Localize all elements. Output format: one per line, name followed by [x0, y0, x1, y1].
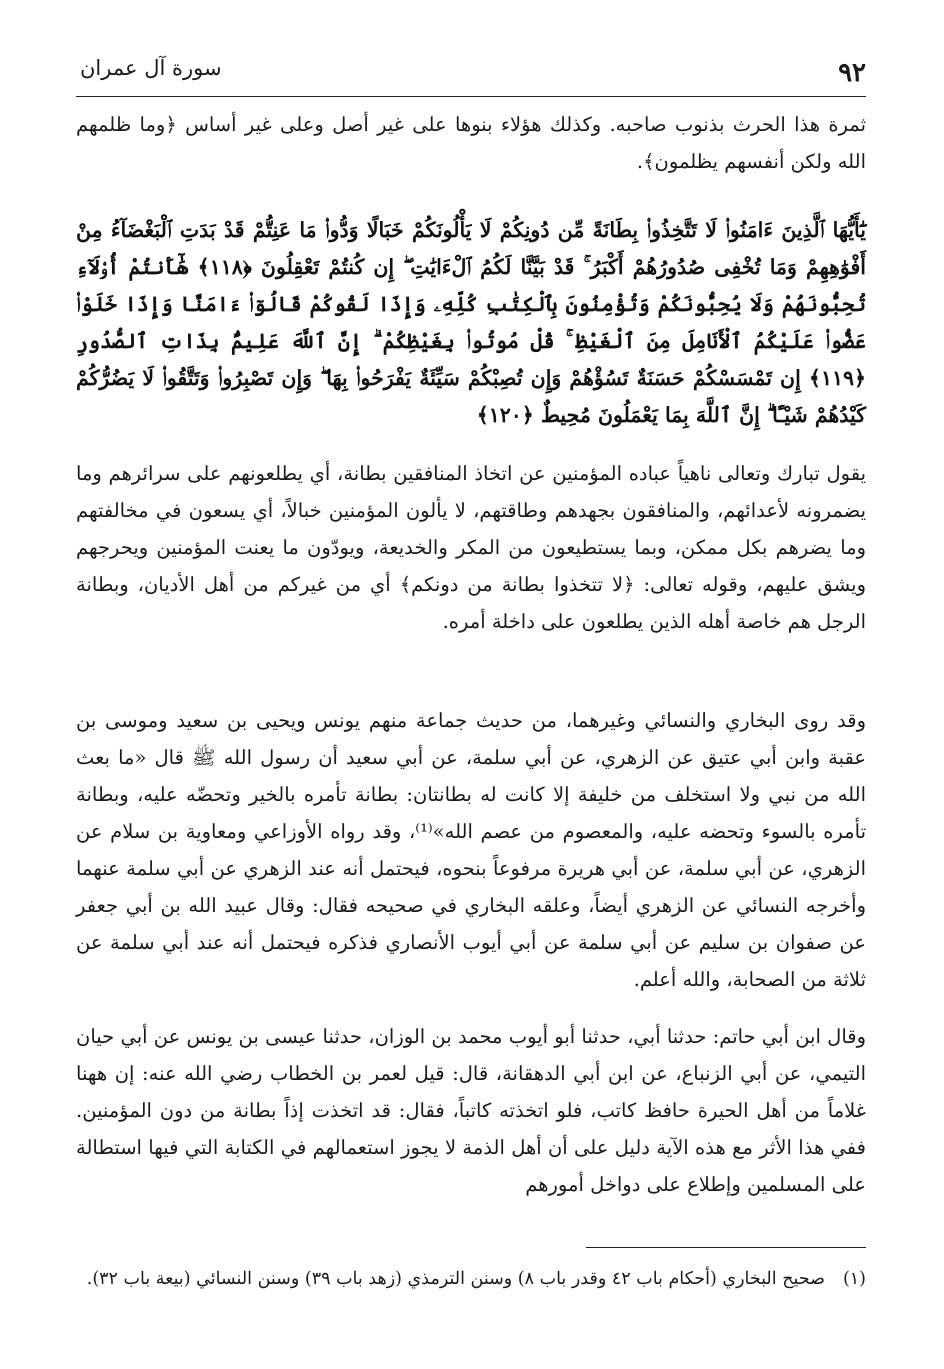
running-title: سورة آل عمران — [80, 56, 222, 80]
paragraph-1: ثمرة هذا الحرث بذنوب صاحبه. وكذلك هؤلاء بنوها على غير أصل وعلى غير أساس ﴿وما ظلمهم الله ولكن أنفسهم يظلمون﴾. — [76, 113, 866, 173]
page-number: ٩٢ — [838, 58, 866, 88]
paragraph-4: وقال ابن أبي حاتم: حدثنا أبي، حدثنا أبو أيوب محمد بن الوزان، حدثنا عيسى بن يونس عن أبي حيان التيمي، عن أبي الزنباع، عن ابن أبي الدهقانة، قال: قيل لعمر بن الخطاب رضي الله عنه: إن ههنا غلاماً من أهل الحيرة حافظ كاتب، فلو اتخذته كاتباً، فقال: قد اتخذت إذاً بطانة من دون المؤمنين. ففي هذا الأثر مع هذه الآية دليل على أن أهل الذمة لا يجوز استعمالهم في الكتابة التي فيها استطالة على المسلمين وإطلاع على دواخل أمورهم — [76, 1025, 866, 1196]
footnote-divider — [586, 1247, 866, 1248]
paragraph-2: يقول تبارك وتعالى ناهياً عباده المؤمنين عن اتخاذ المنافقين بطانة، أي يطلعونهم على سرائرهم وما يضمرونه لأعدائهم، والمنافقون بجهدهم وطاقتهم، لا يألون المؤمنين خبالاً، أي يسعون في مخالفتهم وما يضرهم بكل ممكن، وبما يستطيعون من المكر والخديعة، ويودّون ما يعنت المؤمنين ويحرجهم ويشق عليهم، وقوله تعالى: ﴿لا تتخذوا بطانة من دونكم﴾ أي من غيركم من أهل الأديان، وبطانة الرجل هم خاصة أهله الذين يطلعون على داخلة أمره. — [76, 462, 866, 633]
page-header — [76, 50, 866, 97]
quran-verse-block: يَٰٓأَيُّهَا ٱلَّذِينَ ءَامَنُوا۟ لَا تَتَّخِذُوا۟ بِطَانَةً مِّن دُونِكُمْ لَا يَأْلُونَكُمْ خَبَالًا وَدُّوا۟ مَا عَنِتُّمْ قَدْ بَدَتِ ٱلْبَغْضَآءُ مِنْ أَفْوَٰهِهِمْ وَمَا تُخْفِى صُدُورُهُمْ أَكْبَرُ ۚ قَدْ بَيَّنَّا لَكُمُ ٱلْءَايَٰتِ ۖ إِن كُنتُمْ تَعْقِلُونَ ﴿١١٨﴾ هَٰٓأَنتُمْ أُو۟لَآءِ تُحِبُّونَهُمْ وَلَا يُحِبُّونَكُمْ وَتُؤْمِنُونَ بِٱلْكِتَٰبِ كُلِّهِۦ وَإِذَا لَقُوكُمْ قَالُوٓا۟ ءَامَنَّا وَإِذَا خَلَوْا۟ عَضُّوا۟ عَلَيْكُمُ ٱلْأَنَامِلَ مِنَ ٱلْغَيْظِ ۚ قُلْ مُوتُوا۟ بِغَيْظِكُمْ ۗ إِنَّ ٱللَّهَ عَلِيمٌۢ بِذَاتِ ٱلصُّدُورِ ﴿١١٩﴾ إِن تَمْسَسْكُمْ حَسَنَةٌ تَسُؤْهُمْ وَإِن تُصِبْكُمْ سَيِّئَةٌ يَفْرَحُوا۟ بِهَا ۖ وَإِن تَصْبِرُوا۟ وَتَتَّقُوا۟ لَا يَضُرُّكُمْ كَيْدُهُمْ شَيْـًٔا ۗ إِنَّ ٱللَّهَ بِمَا يَعْمَلُونَ مُحِيطٌ ﴿١٢٠﴾ — [76, 218, 866, 427]
footnote-marker: (١) — [842, 1269, 866, 1289]
footnote-text: صحيح البخاري (أحكام باب ٤٢ وقدر باب ٨) وسنن الترمذي (زهد باب ٣٩) وسنن النسائي (بيعة باب ٣٢). — [86, 1269, 825, 1289]
paragraph-3: وقد روى البخاري والنسائي وغيرهما، من حديث جماعة منهم يونس ويحيى بن سعيد وموسى بن عقبة وابن أبي عتيق عن الزهري، عن أبي سلمة، عن أبي سعيد أن رسول الله ﷺ قال «ما بعث الله من نبي ولا استخلف من خليفة إلا كانت له بطانتان: بطانة تأمره بالخير وتحضّه عليه، وبطانة تأمره بالسوء وتحضه عليه، والمعصوم من عصم الله»⁽¹⁾، وقد رواه الأوزاعي ومعاوية بن سلام عن الزهري، عن أبي سلمة، عن أبي هريرة مرفوعاً بنحوه، فيحتمل أنه عند الزهري عن أبي سلمة عنهما وأخرجه النسائي عن الزهري أيضاً، وعلقه البخاري في صحيحه فقال: وقال عبيد الله بن أبي جعفر عن صفوان بن سليم عن أبي سلمة عن أبي أيوب الأنصاري فذكره فيحتمل أنه عند أبي سلمة عن ثلاثة من الصحابة، والله أعلم. — [76, 709, 867, 991]
footnote — [76, 1262, 866, 1296]
